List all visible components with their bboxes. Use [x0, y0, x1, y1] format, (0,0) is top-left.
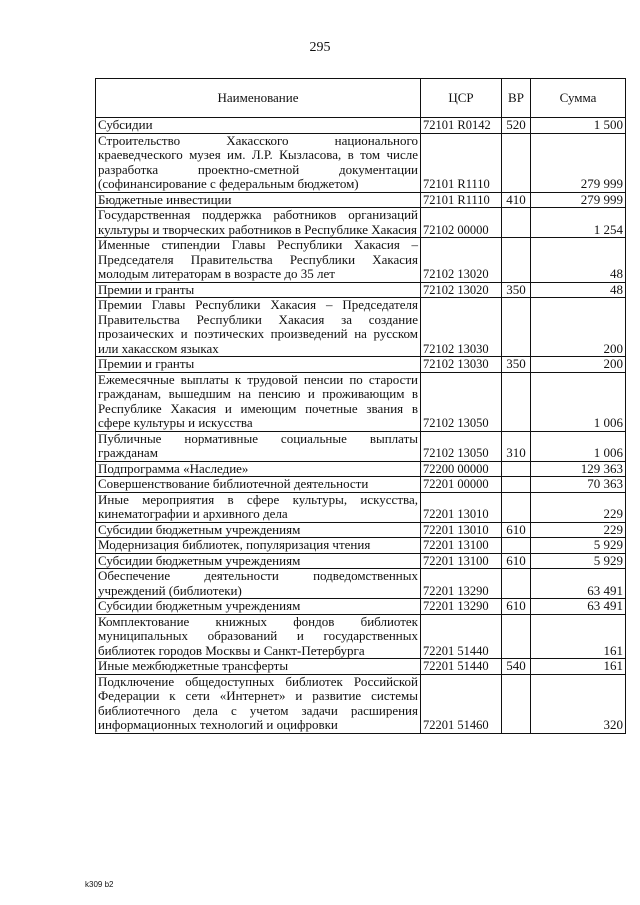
- cell-name: Подпрограмма «Наследие»: [96, 461, 421, 477]
- cell-sum: 48: [531, 282, 626, 298]
- header-name: Наименование: [96, 79, 421, 118]
- cell-vr: 410: [502, 192, 531, 208]
- cell-name: Премии и гранты: [96, 282, 421, 298]
- table-row: [96, 659, 626, 675]
- cell-name: Премии и гранты: [96, 357, 421, 373]
- table-row: [96, 614, 626, 659]
- cell-sum: 70 363: [531, 477, 626, 493]
- cell-csr: 72101 R0142: [421, 118, 502, 134]
- cell-csr: 72200 00000: [421, 461, 502, 477]
- footer-code: k309 b2: [85, 880, 114, 889]
- cell-csr: 72201 51440: [421, 614, 502, 659]
- cell-name: Субсидии бюджетным учреждениям: [96, 553, 421, 569]
- table-row: [96, 298, 626, 357]
- table-row: [96, 599, 626, 615]
- page-number: 295: [309, 40, 331, 55]
- cell-csr: 72102 13050: [421, 372, 502, 431]
- table-row: [96, 674, 626, 733]
- table-row: [96, 118, 626, 134]
- cell-name: Подключение общедоступных библиотек Российской Федерации к сети «Интернет» и развитие системы библиотечного дела с учетом задачи расширения информационных технологий и оцифровки: [96, 674, 421, 733]
- cell-sum: 161: [531, 614, 626, 659]
- cell-sum: 279 999: [531, 133, 626, 192]
- cell-name: Комплектование книжных фондов библиотек муниципальных образований и государственных библиотек городов Москвы и Санкт-Петербурга: [96, 614, 421, 659]
- cell-csr: 72101 R1110: [421, 133, 502, 192]
- cell-sum: 200: [531, 357, 626, 373]
- cell-vr: 350: [502, 282, 531, 298]
- cell-csr: 72201 00000: [421, 477, 502, 493]
- cell-vr: 610: [502, 599, 531, 615]
- cell-vr: 310: [502, 431, 531, 461]
- cell-vr: [502, 298, 531, 357]
- cell-vr: 610: [502, 553, 531, 569]
- cell-sum: 63 491: [531, 569, 626, 599]
- cell-csr: 72102 13030: [421, 357, 502, 373]
- cell-name: Публичные нормативные социальные выплаты гражданам: [96, 431, 421, 461]
- cell-csr: 72201 13290: [421, 599, 502, 615]
- cell-vr: [502, 538, 531, 554]
- cell-csr: 72201 13010: [421, 522, 502, 538]
- cell-sum: 1 500: [531, 118, 626, 134]
- cell-name: Ежемесячные выплаты к трудовой пенсии по старости гражданам, вышедшим на пенсию и проживающим в Республике Хакасия и имеющим почетные звания в сфере культуры и искусства: [96, 372, 421, 431]
- header-sum: Сумма: [531, 79, 626, 118]
- cell-name: Совершенствование библиотечной деятельности: [96, 477, 421, 493]
- table-row: [96, 238, 626, 283]
- table-row: [96, 431, 626, 461]
- budget-table: [95, 78, 626, 734]
- table-row: [96, 538, 626, 554]
- cell-sum: 48: [531, 238, 626, 283]
- cell-vr: [502, 372, 531, 431]
- cell-name: Премии Главы Республики Хакасия – Председателя Правительства Республики Хакасия за создание прозаических и поэтических произведений на русском или хакасском языках: [96, 298, 421, 357]
- cell-vr: [502, 238, 531, 283]
- cell-vr: 520: [502, 118, 531, 134]
- table-row: [96, 192, 626, 208]
- table-row: [96, 282, 626, 298]
- cell-sum: 63 491: [531, 599, 626, 615]
- cell-csr: 72101 R1110: [421, 192, 502, 208]
- cell-sum: 279 999: [531, 192, 626, 208]
- cell-name: Модернизация библиотек, популяризация чтения: [96, 538, 421, 554]
- cell-csr: 72201 51460: [421, 674, 502, 733]
- cell-csr: 72102 13020: [421, 282, 502, 298]
- cell-name: Иные мероприятия в сфере культуры, искусства, кинематографии и архивного дела: [96, 492, 421, 522]
- cell-vr: 540: [502, 659, 531, 675]
- cell-vr: [502, 492, 531, 522]
- cell-vr: [502, 208, 531, 238]
- table-row: [96, 492, 626, 522]
- cell-csr: 72102 13030: [421, 298, 502, 357]
- cell-sum: 5 929: [531, 538, 626, 554]
- cell-vr: [502, 674, 531, 733]
- cell-csr: 72102 13020: [421, 238, 502, 283]
- cell-csr: 72201 51440: [421, 659, 502, 675]
- cell-vr: [502, 133, 531, 192]
- cell-name: Иные межбюджетные трансферты: [96, 659, 421, 675]
- cell-sum: 229: [531, 492, 626, 522]
- table-row: [96, 461, 626, 477]
- cell-sum: 5 929: [531, 553, 626, 569]
- table-row: [96, 133, 626, 192]
- cell-sum: 320: [531, 674, 626, 733]
- cell-name: Бюджетные инвестиции: [96, 192, 421, 208]
- cell-vr: [502, 569, 531, 599]
- table-row: [96, 208, 626, 238]
- cell-vr: [502, 477, 531, 493]
- cell-sum: 161: [531, 659, 626, 675]
- cell-csr: 72102 13050: [421, 431, 502, 461]
- cell-name: Обеспечение деятельности подведомственных учреждений (библиотеки): [96, 569, 421, 599]
- cell-name: Именные стипендии Главы Республики Хакасия – Председателя Правительства Республики Хакасия молодым литераторам в возрасте до 35 лет: [96, 238, 421, 283]
- header-vr: ВР: [502, 79, 531, 118]
- cell-name: Субсидии бюджетным учреждениям: [96, 522, 421, 538]
- cell-vr: [502, 614, 531, 659]
- table-row: [96, 522, 626, 538]
- cell-sum: 200: [531, 298, 626, 357]
- cell-sum: 129 363: [531, 461, 626, 477]
- cell-sum: 1 006: [531, 431, 626, 461]
- cell-csr: 72201 13100: [421, 553, 502, 569]
- cell-sum: 1 006: [531, 372, 626, 431]
- cell-sum: 229: [531, 522, 626, 538]
- cell-name: Субсидии бюджетным учреждениям: [96, 599, 421, 615]
- cell-name: Строительство Хакасского национального краеведческого музея им. Л.Р. Кызласова, в том числе разработка проектно-сметной документации (софинансирование с федеральным бюджетом): [96, 133, 421, 192]
- cell-vr: 610: [502, 522, 531, 538]
- cell-csr: 72201 13010: [421, 492, 502, 522]
- table-row: [96, 569, 626, 599]
- table-row: [96, 553, 626, 569]
- cell-vr: 350: [502, 357, 531, 373]
- table-body: [96, 118, 626, 734]
- cell-vr: [502, 461, 531, 477]
- cell-csr: 72201 13100: [421, 538, 502, 554]
- cell-csr: 72201 13290: [421, 569, 502, 599]
- table-row: [96, 357, 626, 373]
- table-row: [96, 372, 626, 431]
- header-csr: ЦСР: [421, 79, 502, 118]
- cell-sum: 1 254: [531, 208, 626, 238]
- cell-csr: 72102 00000: [421, 208, 502, 238]
- header-row: [96, 79, 626, 118]
- cell-name: Субсидии: [96, 118, 421, 134]
- cell-name: Государственная поддержка работников организаций культуры и творческих работников в Республике Хакасия: [96, 208, 421, 238]
- table-row: [96, 477, 626, 493]
